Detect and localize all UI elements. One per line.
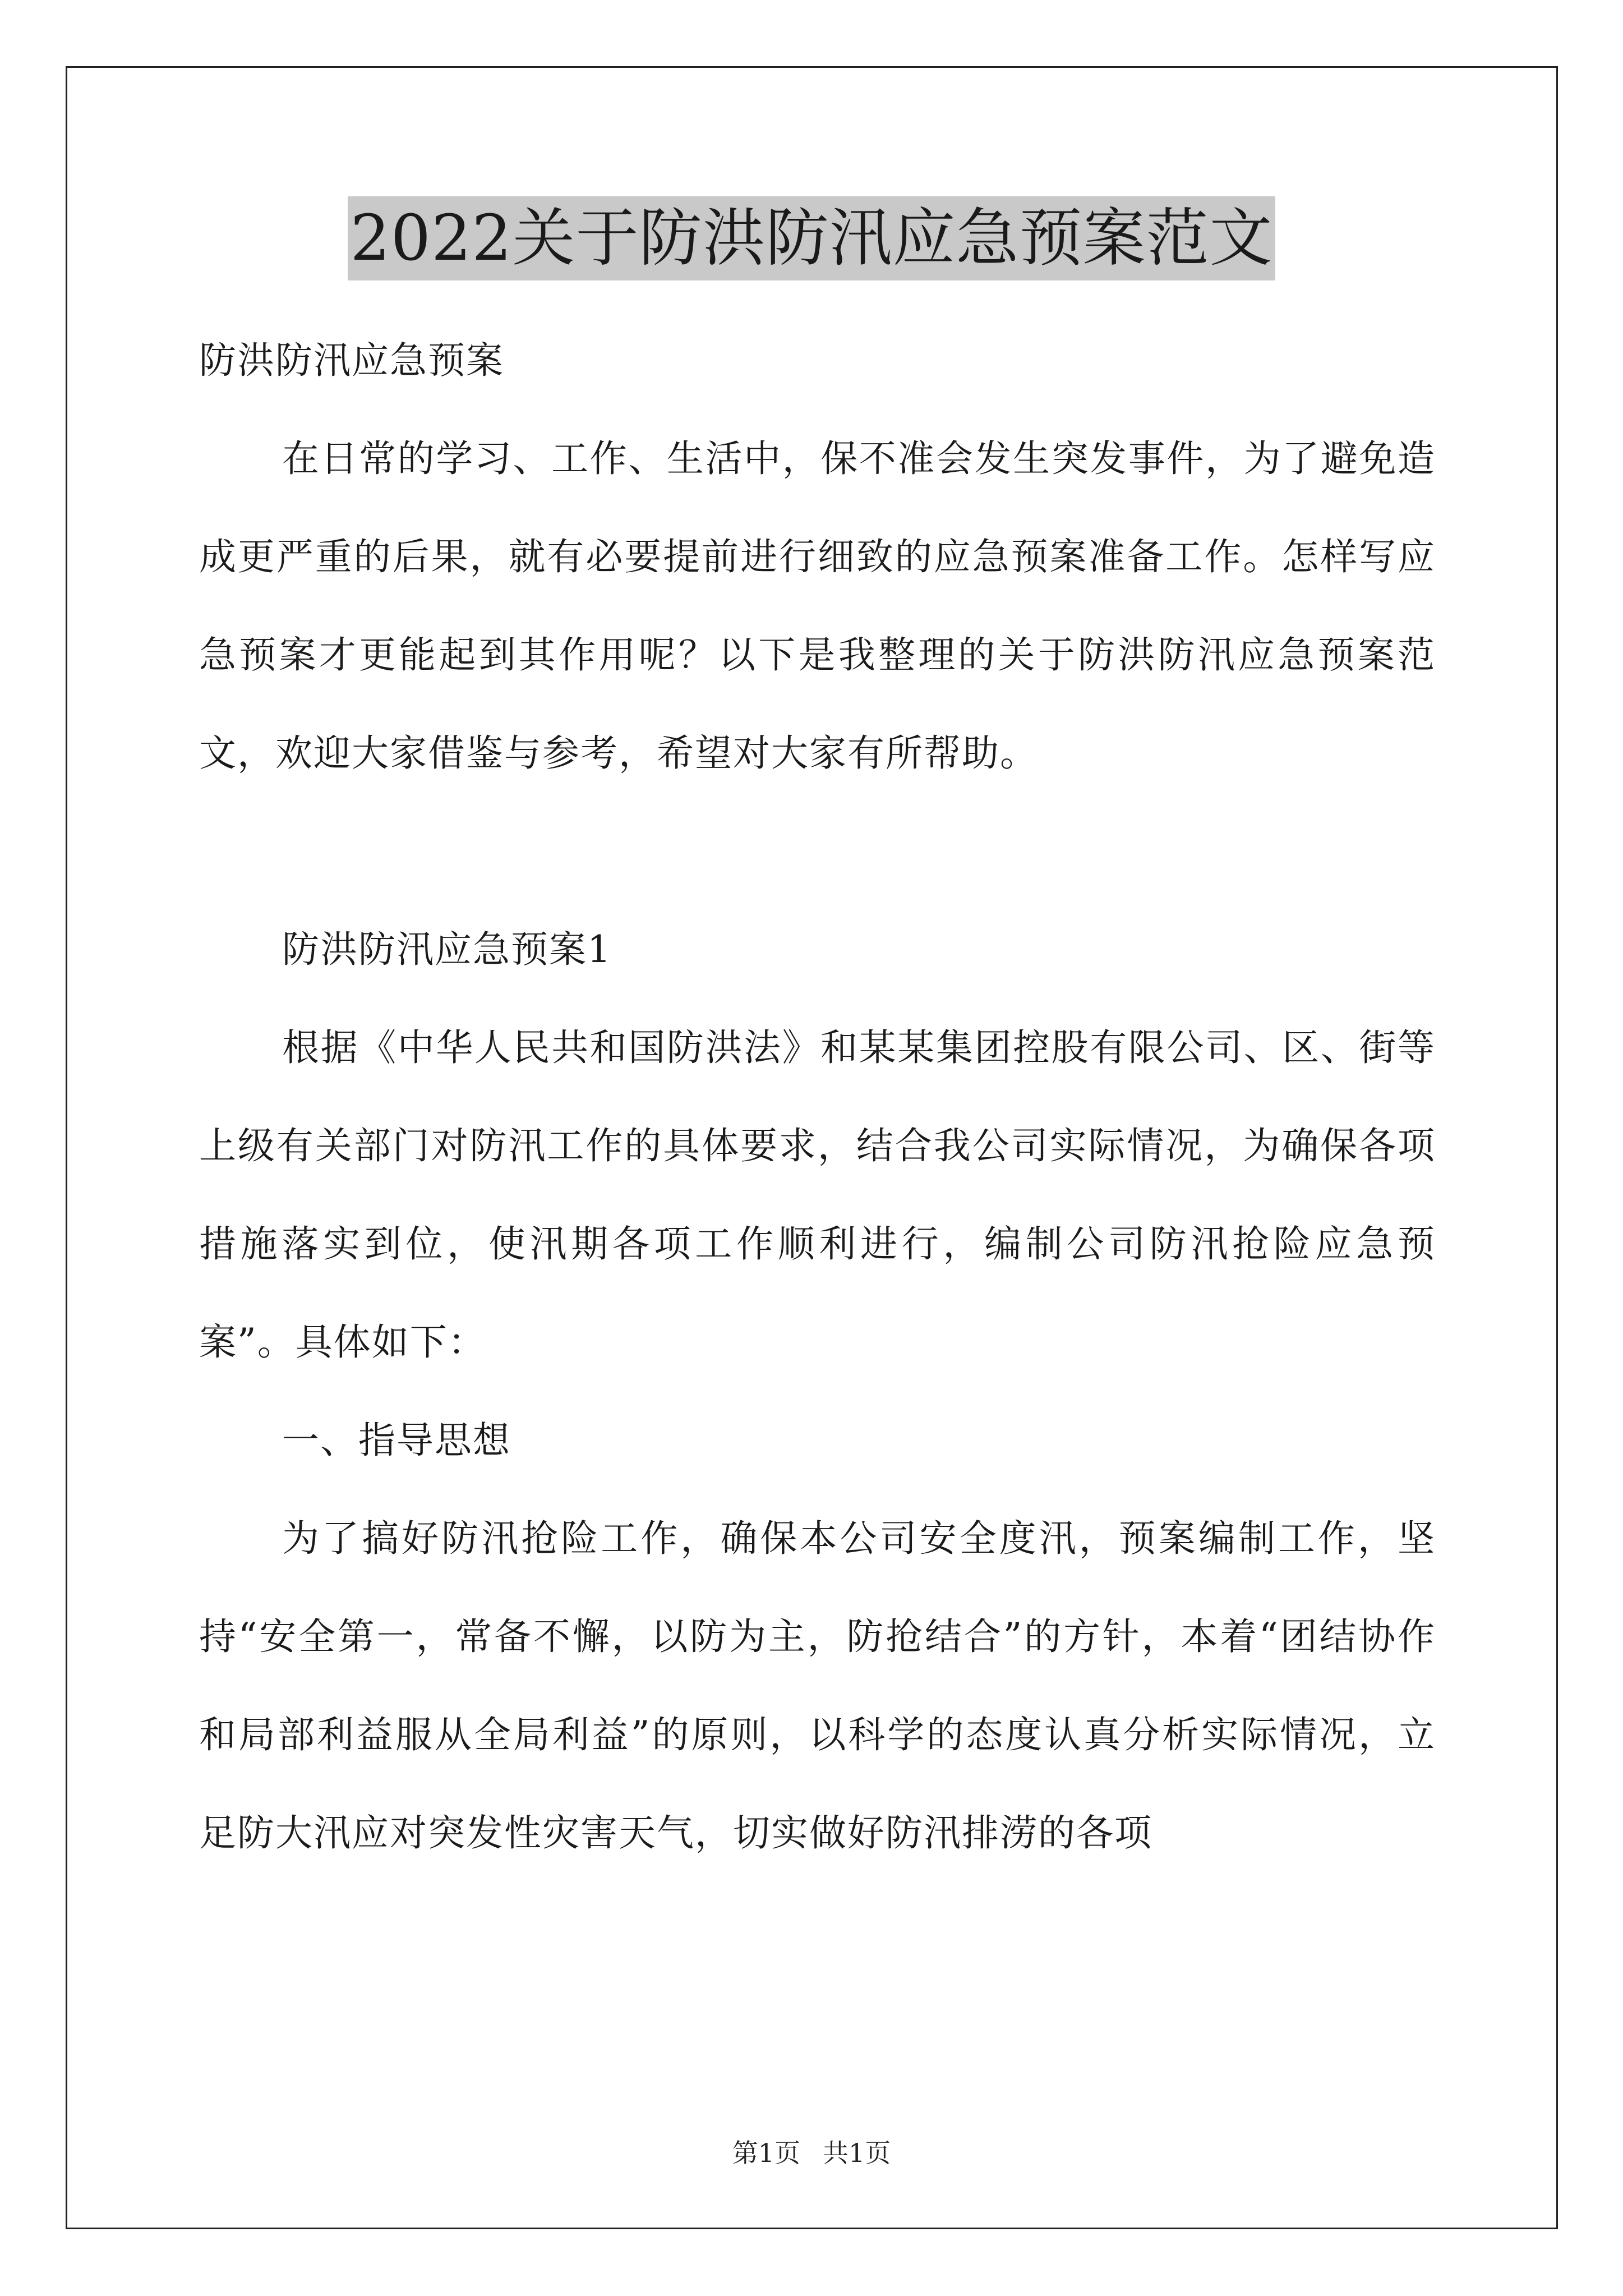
subsection-heading: 一、指导思想 xyxy=(282,1419,511,1462)
page-number: 第1页 xyxy=(732,2138,800,2168)
document-title: 2022关于防洪防汛应急预案范文 xyxy=(348,196,1275,280)
intro-paragraph: 在日常的学习、工作、生活中，保不准会发生突发事件，为了避免造成更严重的后果，就有必要提前进行细致的应急预案准备工作。怎样写应急预案才更能起到其作用呢？以下是我整理的关于防洪防汛应急预案范文，欢迎大家借鉴与参考，希望对大家有所帮助。 xyxy=(199,437,1436,775)
title-container xyxy=(0,196,1623,280)
body-paragraph: 根据《中华人民共和国防洪法》和某某集团控股有限公司、区、街等上级有关部门对防汛工作的具体要求，结合我公司实际情况，为确保各项措施落实到位，使汛期各项工作顺利进行，编制公司防汛抢险应急预案”。具体如下： xyxy=(199,1026,1436,1364)
page-total: 共1页 xyxy=(823,2138,891,2168)
page-footer xyxy=(0,2136,1623,2170)
body-paragraph: 为了搞好防汛抢险工作，确保本公司安全度汛，预案编制工作，坚持“安全第一，常备不懈，以防为主，防抢结合”的方针，本着“团结协作和局部利益服从全局利益”的原则，以科学的态度认真分析实际情况，立足防大汛应对突发性灾害天气，切实做好防汛排涝的各项 xyxy=(199,1517,1436,1855)
document-body xyxy=(199,311,1436,1882)
subtitle-paragraph: 防洪防汛应急预案 xyxy=(199,339,504,382)
section-heading: 防洪防汛应急预案1 xyxy=(282,928,612,971)
